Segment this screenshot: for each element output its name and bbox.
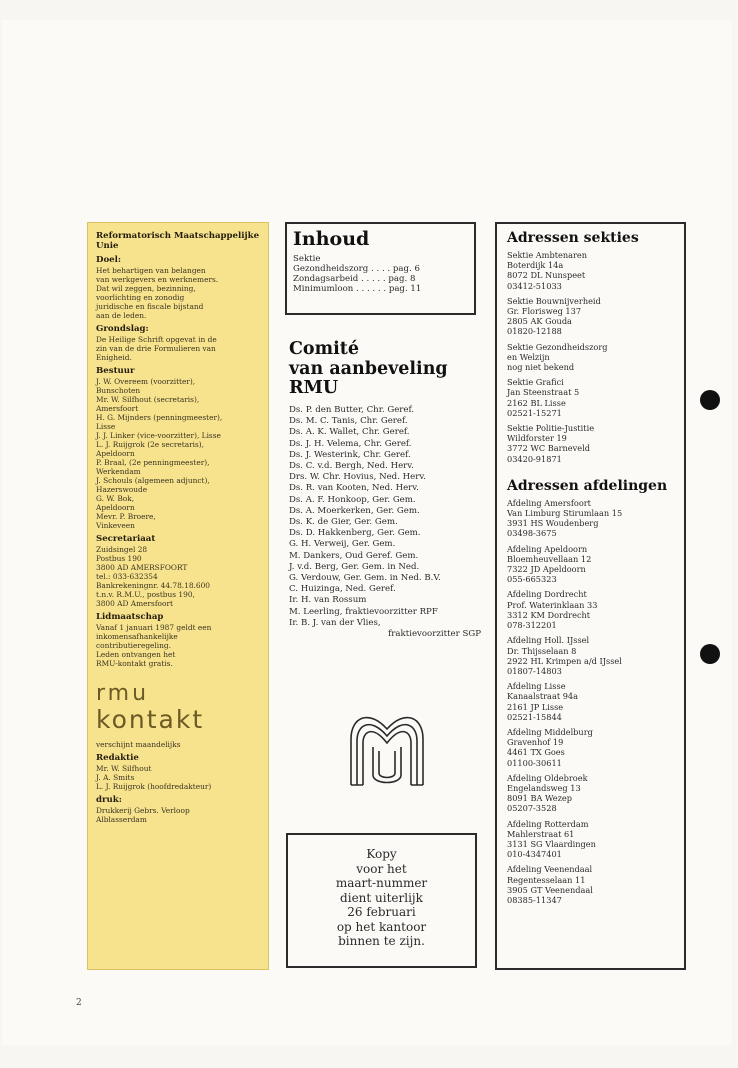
copy-line: 26 februari xyxy=(347,905,416,919)
member: Ds. P. den Butter, Chr. Geref. xyxy=(289,405,415,415)
contents-title: Inhoud xyxy=(293,228,370,250)
address-block: Afdeling Apeldoorn Bloemheuvellaan 12 7322 JD Apeldoorn 055-665323 xyxy=(507,543,592,585)
address-block: Afdeling Amersfoort Van Limburg Stirumlaan 15 3931 HS Woudenberg 03498-3675 xyxy=(507,497,623,539)
member: Drs. W. Chr. Hovius, Ned. Herv. xyxy=(289,472,426,483)
section-heading: Lidmaatschap xyxy=(96,612,164,622)
redaktie-text: Mr. W. Silfhout J. A. Smits L. J. Ruijgrok (hoofdredakteur) xyxy=(96,764,212,791)
address-block: Afdeling Holl. IJssel Dr. Thijsselaan 8 2922 HL Krimpen a/d IJssel 01807-14803 xyxy=(507,635,622,676)
contents-row[interactable]: Zondagsarbeid . . . . . pag. 8 xyxy=(293,274,416,284)
committee-title-line: RMU xyxy=(289,378,339,398)
punch-hole xyxy=(700,390,720,410)
address-block: Sektie Politie-Justitie Wildforster 19 3772 WC Barneveld 03420-91871 xyxy=(507,423,595,464)
punch-hole xyxy=(700,644,720,664)
section-addresses-title: Adressen sekties xyxy=(507,230,639,246)
section-heading: Secretariaat xyxy=(96,534,156,544)
copy-line: dient uiterlijk xyxy=(340,890,423,905)
druk-text: Drukkerij Gebrs. Verloop Alblasserdam xyxy=(96,806,190,824)
copy-line: Kopy xyxy=(366,847,397,861)
committee-title-line: Comité xyxy=(289,339,359,359)
committee-members xyxy=(289,405,481,640)
member: C. Huizinga, Ned. Geref. xyxy=(289,584,396,595)
committee-title-line: van aanbeveling xyxy=(289,358,448,379)
member: J. v.d. Berg, Ger. Gem. in Ned. xyxy=(289,561,420,572)
rmu-info-column xyxy=(87,222,269,970)
page-number: 2 xyxy=(76,998,82,1008)
contents-page: pag. 11 xyxy=(388,284,422,294)
member: Ds. J. Westerink, Chr. Geref. xyxy=(289,449,411,460)
member: fraktievoorzitter SGP xyxy=(388,629,481,640)
member: Ir. H. van Rossum xyxy=(289,595,367,606)
address-block: Afdeling Middelburg Gravenhof 19 4461 TX Goes 01100-30611 xyxy=(507,726,593,768)
rmu-kontakt-logo xyxy=(96,682,260,734)
contents-row xyxy=(293,254,468,264)
contents-label: Minimumloon xyxy=(293,284,354,294)
member: M. Leerling, fraktievoorzitter RPF xyxy=(289,606,438,617)
logo-line: rmu xyxy=(96,681,150,706)
member: Ds. D. Hakkenberg, Ger. Gem. xyxy=(289,528,421,539)
druk-heading: druk: xyxy=(96,795,122,805)
copy-line: voor het xyxy=(356,861,407,876)
member: Ds. A. F. Honkoop, Ger. Gem. xyxy=(289,494,416,505)
logo-line: kontakt xyxy=(96,705,205,734)
contents-page: pag. 6 xyxy=(392,264,420,274)
member: Ds. R. van Kooten, Ned. Herv. xyxy=(289,483,419,494)
contents-row[interactable]: Minimumloon . . . . . . pag. 11 xyxy=(293,284,422,294)
section-text: Vanaf 1 januari 1987 geldt een inkomensafhankelijke contributieregeling. Leden ontvangen het RMU-kontakt gratis. xyxy=(96,623,212,668)
member: Ds. M. C. Tanis, Chr. Geref. xyxy=(289,416,408,427)
address-block: Afdeling Oldebroek Engelandsweg 13 8091 BA Wezep 05207-3528 xyxy=(507,772,588,814)
contents-row[interactable]: Gezondheidszorg . . . . pag. 6 xyxy=(293,264,420,274)
section-text: J. W. Overeem (voorzitter), Bunschoten Mr. W. Silfhout (secretaris), Amersfoort H. G. Mijnders (penningmeester), Lisse J. J. Linker (vice-voorzitter), Lisse L. J. Ruijgrok (2e secretaris), Apeldoorn P. Braal, (2e penningmeester), Werkendam J. Schouls (algemeen adjunct), Hazerswoude G. W. Bok, Apeldoorn Mevr. P. Broere, Vinkeveen xyxy=(96,377,223,530)
address-block: Afdeling Rotterdam Mahlerstraat 61 3131 SG Vlaardingen 010-4347401 xyxy=(507,818,596,860)
redaktie-heading: Redaktie xyxy=(96,753,139,763)
address-block: Afdeling Lisse Kanaalstraat 94a 2161 JP Lisse 02521-15844 xyxy=(507,681,579,722)
address-block: Afdeling Veenendaal Regentesselaan 11 3905 GT Veenendaal 08385-11347 xyxy=(507,864,593,905)
contents-box xyxy=(285,222,476,315)
copy-line: binnen te zijn. xyxy=(338,934,425,948)
contents-page: pag. 8 xyxy=(388,274,416,284)
address-block: Sektie Ambtenaren Boterdijk 14a 8072 DL Nunspeet 03412-51033 xyxy=(507,250,588,291)
section-heading: Doel: xyxy=(96,255,122,265)
contents-label: Gezondheidszorg xyxy=(293,264,369,274)
member: Ds. A. Moerkerken, Ger. Gem. xyxy=(289,505,420,516)
section-text: Zuidsingel 28 Postbus 190 3800 AD AMERSFOORT tel.: 033-632354 Bankrekeningnr. 44.78.18.600 t.n.v. R.M.U., postbus 190, 3800 AD Amersfoort xyxy=(96,545,210,608)
copy-deadline-box xyxy=(286,833,477,968)
member: G. H. Verweij, Ger. Gem. xyxy=(289,539,396,550)
section-text: De Heilige Schrift opgevat in de zin van de drie Formulieren van Enigheid. xyxy=(96,335,217,362)
address-block: Sektie Bouwnijverheid Gr. Florisweg 137 2805 AK Gouda 01820-12188 xyxy=(507,295,601,337)
address-block: Sektie Gezondheidszorg en Welzijn nog niet bekend xyxy=(507,341,608,373)
frequency-note: verschijnt maandelijks xyxy=(96,740,181,749)
section-heading: Bestuur xyxy=(96,366,135,376)
contents-label: Sektie xyxy=(293,254,321,264)
copy-line: maart-nummer xyxy=(335,876,428,890)
copy-line: op het kantoor xyxy=(336,919,427,934)
member: Ds. A. K. Wallet, Chr. Geref. xyxy=(289,427,410,438)
address-block: Afdeling Dordrecht Prof. Waterinklaan 33 3312 KM Dordrecht 078-312201 xyxy=(507,589,598,631)
contents-label: Zondagsarbeid xyxy=(293,274,359,284)
member: Ds. K. de Gier, Ger. Gem. xyxy=(289,517,398,528)
branch-addresses-title: Adressen afdelingen xyxy=(507,477,668,494)
org-name: Reformatorisch Maatschappelijke Unie xyxy=(96,231,260,251)
member: Ds. J. H. Velema, Chr. Geref. xyxy=(289,438,412,449)
section-heading: Grondslag: xyxy=(96,324,149,334)
addresses-column xyxy=(495,222,686,970)
member: Ir. B. J. van der Vlies, xyxy=(289,617,381,628)
section-text: Het behartigen van belangen van werkgevers en werknemers. Dat wil zeggen, bezinning, voorlichting en zonodig juridische en fiscale bijstand aan de leden. xyxy=(96,266,219,320)
committee-title xyxy=(289,340,479,399)
address-block: Sektie Grafici Jan Steenstraat 5 2162 BL Lisse 02521-15271 xyxy=(507,377,580,418)
member: M. Dankers, Oud Geref. Gem. xyxy=(289,550,419,561)
rmu-logo-icon xyxy=(345,705,429,797)
member: Ds. C. v.d. Bergh, Ned. Herv. xyxy=(289,461,414,472)
member: G. Verdouw, Ger. Gem. in Ned. B.V. xyxy=(289,573,441,584)
